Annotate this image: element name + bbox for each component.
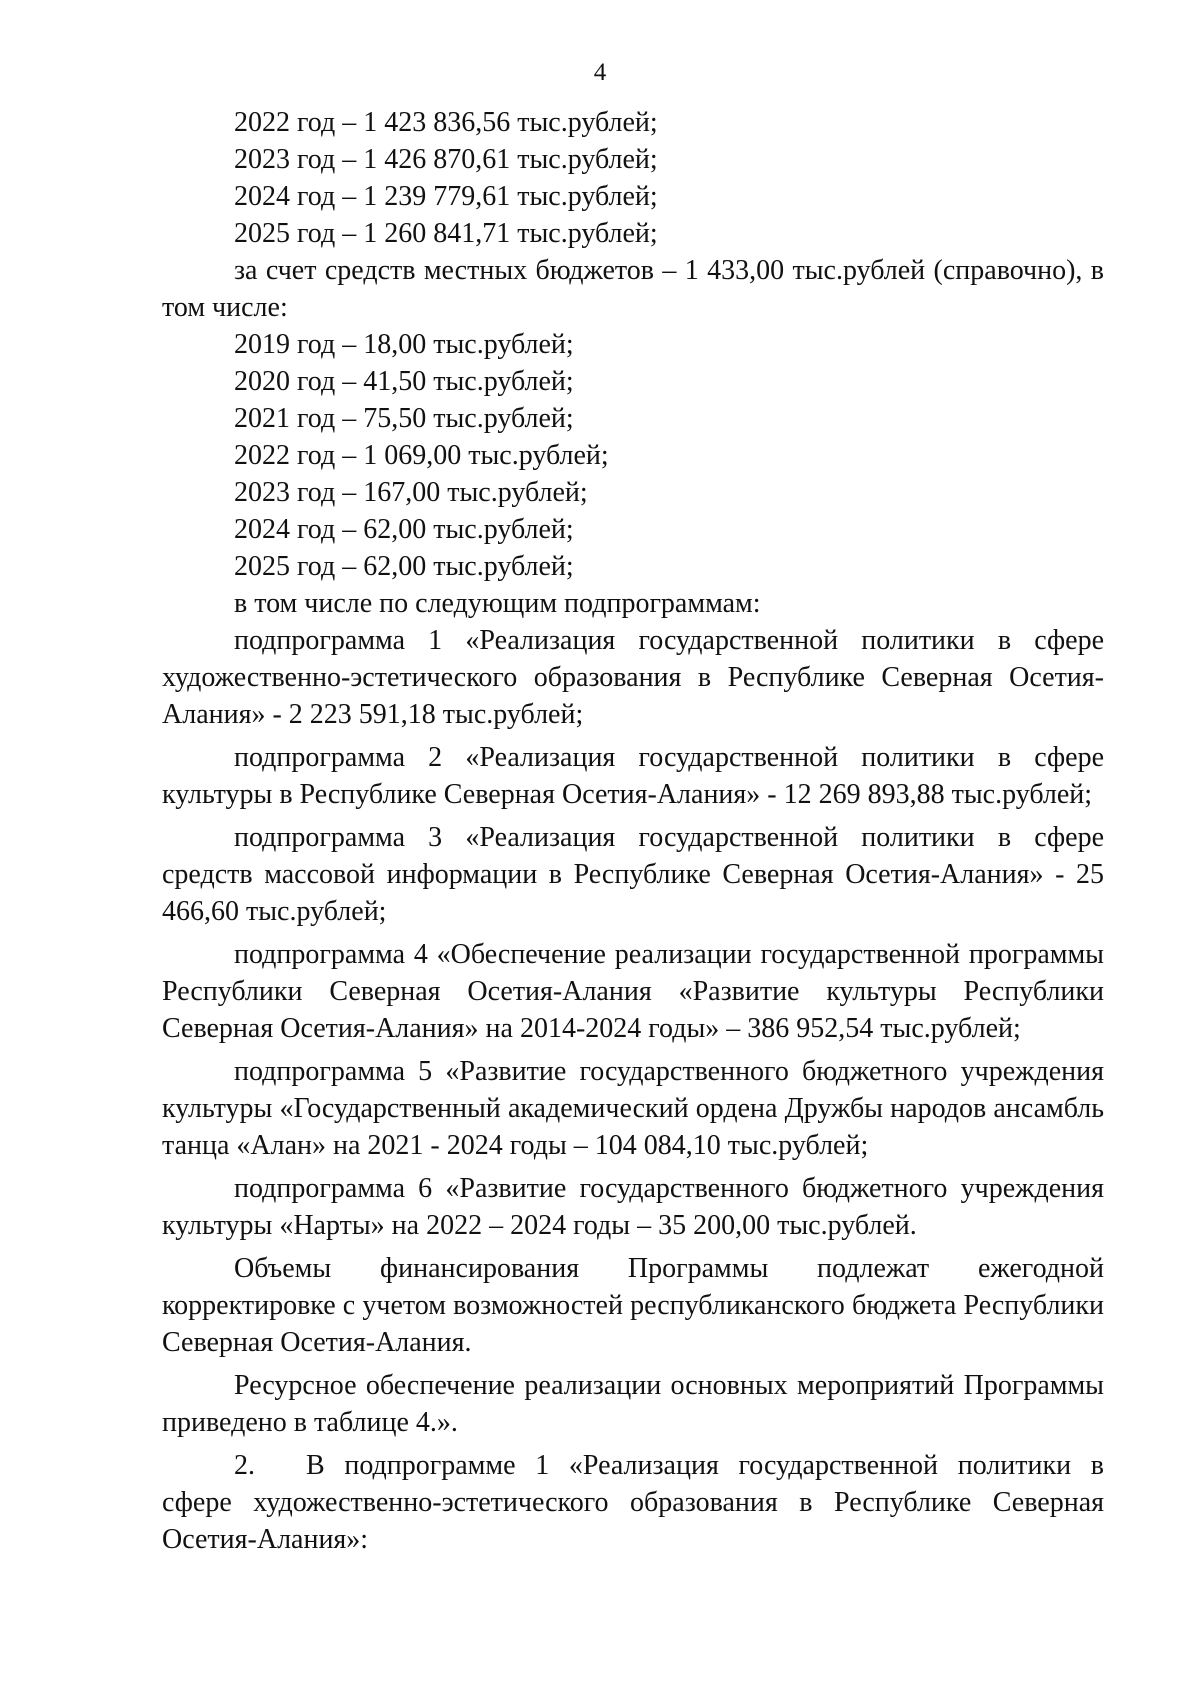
local-line-2020: 2020 год – 41,50 тыс.рублей; <box>234 366 574 397</box>
local-line-2025: 2025 год – 62,00 тыс.рублей; <box>234 551 574 582</box>
funding-line-2022: 2022 год – 1 423 836,56 тыс.рублей; <box>234 107 658 138</box>
funding-line-2025: 2025 год – 1 260 841,71 тыс.рублей; <box>234 218 658 249</box>
funding-line-2024: 2024 год – 1 239 779,61 тыс.рублей; <box>234 181 658 212</box>
funding-note-paragraph: Объемы финансирования Программы подлежат ежегодной корректировке с учетом возможностей республиканского бюджета Республики Северная Осетия-Алания. <box>162 1253 1104 1358</box>
item-2-text: В подпрограмме 1 «Реализация государственной политики в сфере художественно-эстетического образования в Республике Северная Осетия-Алания»: <box>162 1450 1104 1555</box>
item-2-number: 2. <box>234 1450 255 1481</box>
local-line-2024: 2024 год – 62,00 тыс.рублей; <box>234 514 574 545</box>
subprograms-intro: в том числе по следующим подпрограммам: <box>234 588 761 619</box>
local-budget-paragraph: за счет средств местных бюджетов – 1 433,00 тыс.рублей (справочно), в том числе: <box>162 255 1104 323</box>
subprogram-3: подпрограмма 3 «Реализация государственной политики в сфере средств массовой информации в Республике Северная Осетия-Алания» - 25 466,60 тыс.рублей; <box>162 822 1104 927</box>
resource-note-paragraph: Ресурсное обеспечение реализации основных мероприятий Программы приведено в таблице 4.». <box>162 1370 1104 1438</box>
local-line-2021: 2021 год – 75,50 тыс.рублей; <box>234 403 574 434</box>
local-line-2019: 2019 год – 18,00 тыс.рублей; <box>234 329 574 360</box>
subprogram-6: подпрограмма 6 «Развитие государственного бюджетного учреждения культуры «Нарты» на 2022 – 2024 годы – 35 200,00 тыс.рублей. <box>162 1173 1104 1241</box>
funding-line-2023: 2023 год – 1 426 870,61 тыс.рублей; <box>234 144 658 175</box>
subprogram-4: подпрограмма 4 «Обеспечение реализации государственной программы Республики Северная Осетия-Алания «Развитие культуры Республики Северная Осетия-Алания» на 2014-2024 годы» – 386 952,54 тыс.рублей; <box>162 939 1104 1044</box>
document-body <box>162 104 1104 1558</box>
page-number: 4 <box>593 59 607 86</box>
subprogram-2: подпрограмма 2 «Реализация государственной политики в сфере культуры в Республике Северная Осетия-Алания» - 12 269 893,88 тыс.рублей; <box>162 742 1104 810</box>
local-line-2023: 2023 год – 167,00 тыс.рублей; <box>234 477 588 508</box>
subprogram-5: подпрограмма 5 «Развитие государственного бюджетного учреждения культуры «Государственный академический ордена Дружбы народов ансамбль танца «Алан» на 2021 - 2024 годы – 104 084,10 тыс.рублей; <box>162 1056 1104 1161</box>
subprogram-1: подпрограмма 1 «Реализация государственной политики в сфере художественно-эстетического образования в Республике Северная Осетия-Алания» - 2 223 591,18 тыс.рублей; <box>162 625 1104 730</box>
item-2-paragraph <box>162 1447 1104 1558</box>
local-line-2022: 2022 год – 1 069,00 тыс.рублей; <box>234 440 609 471</box>
